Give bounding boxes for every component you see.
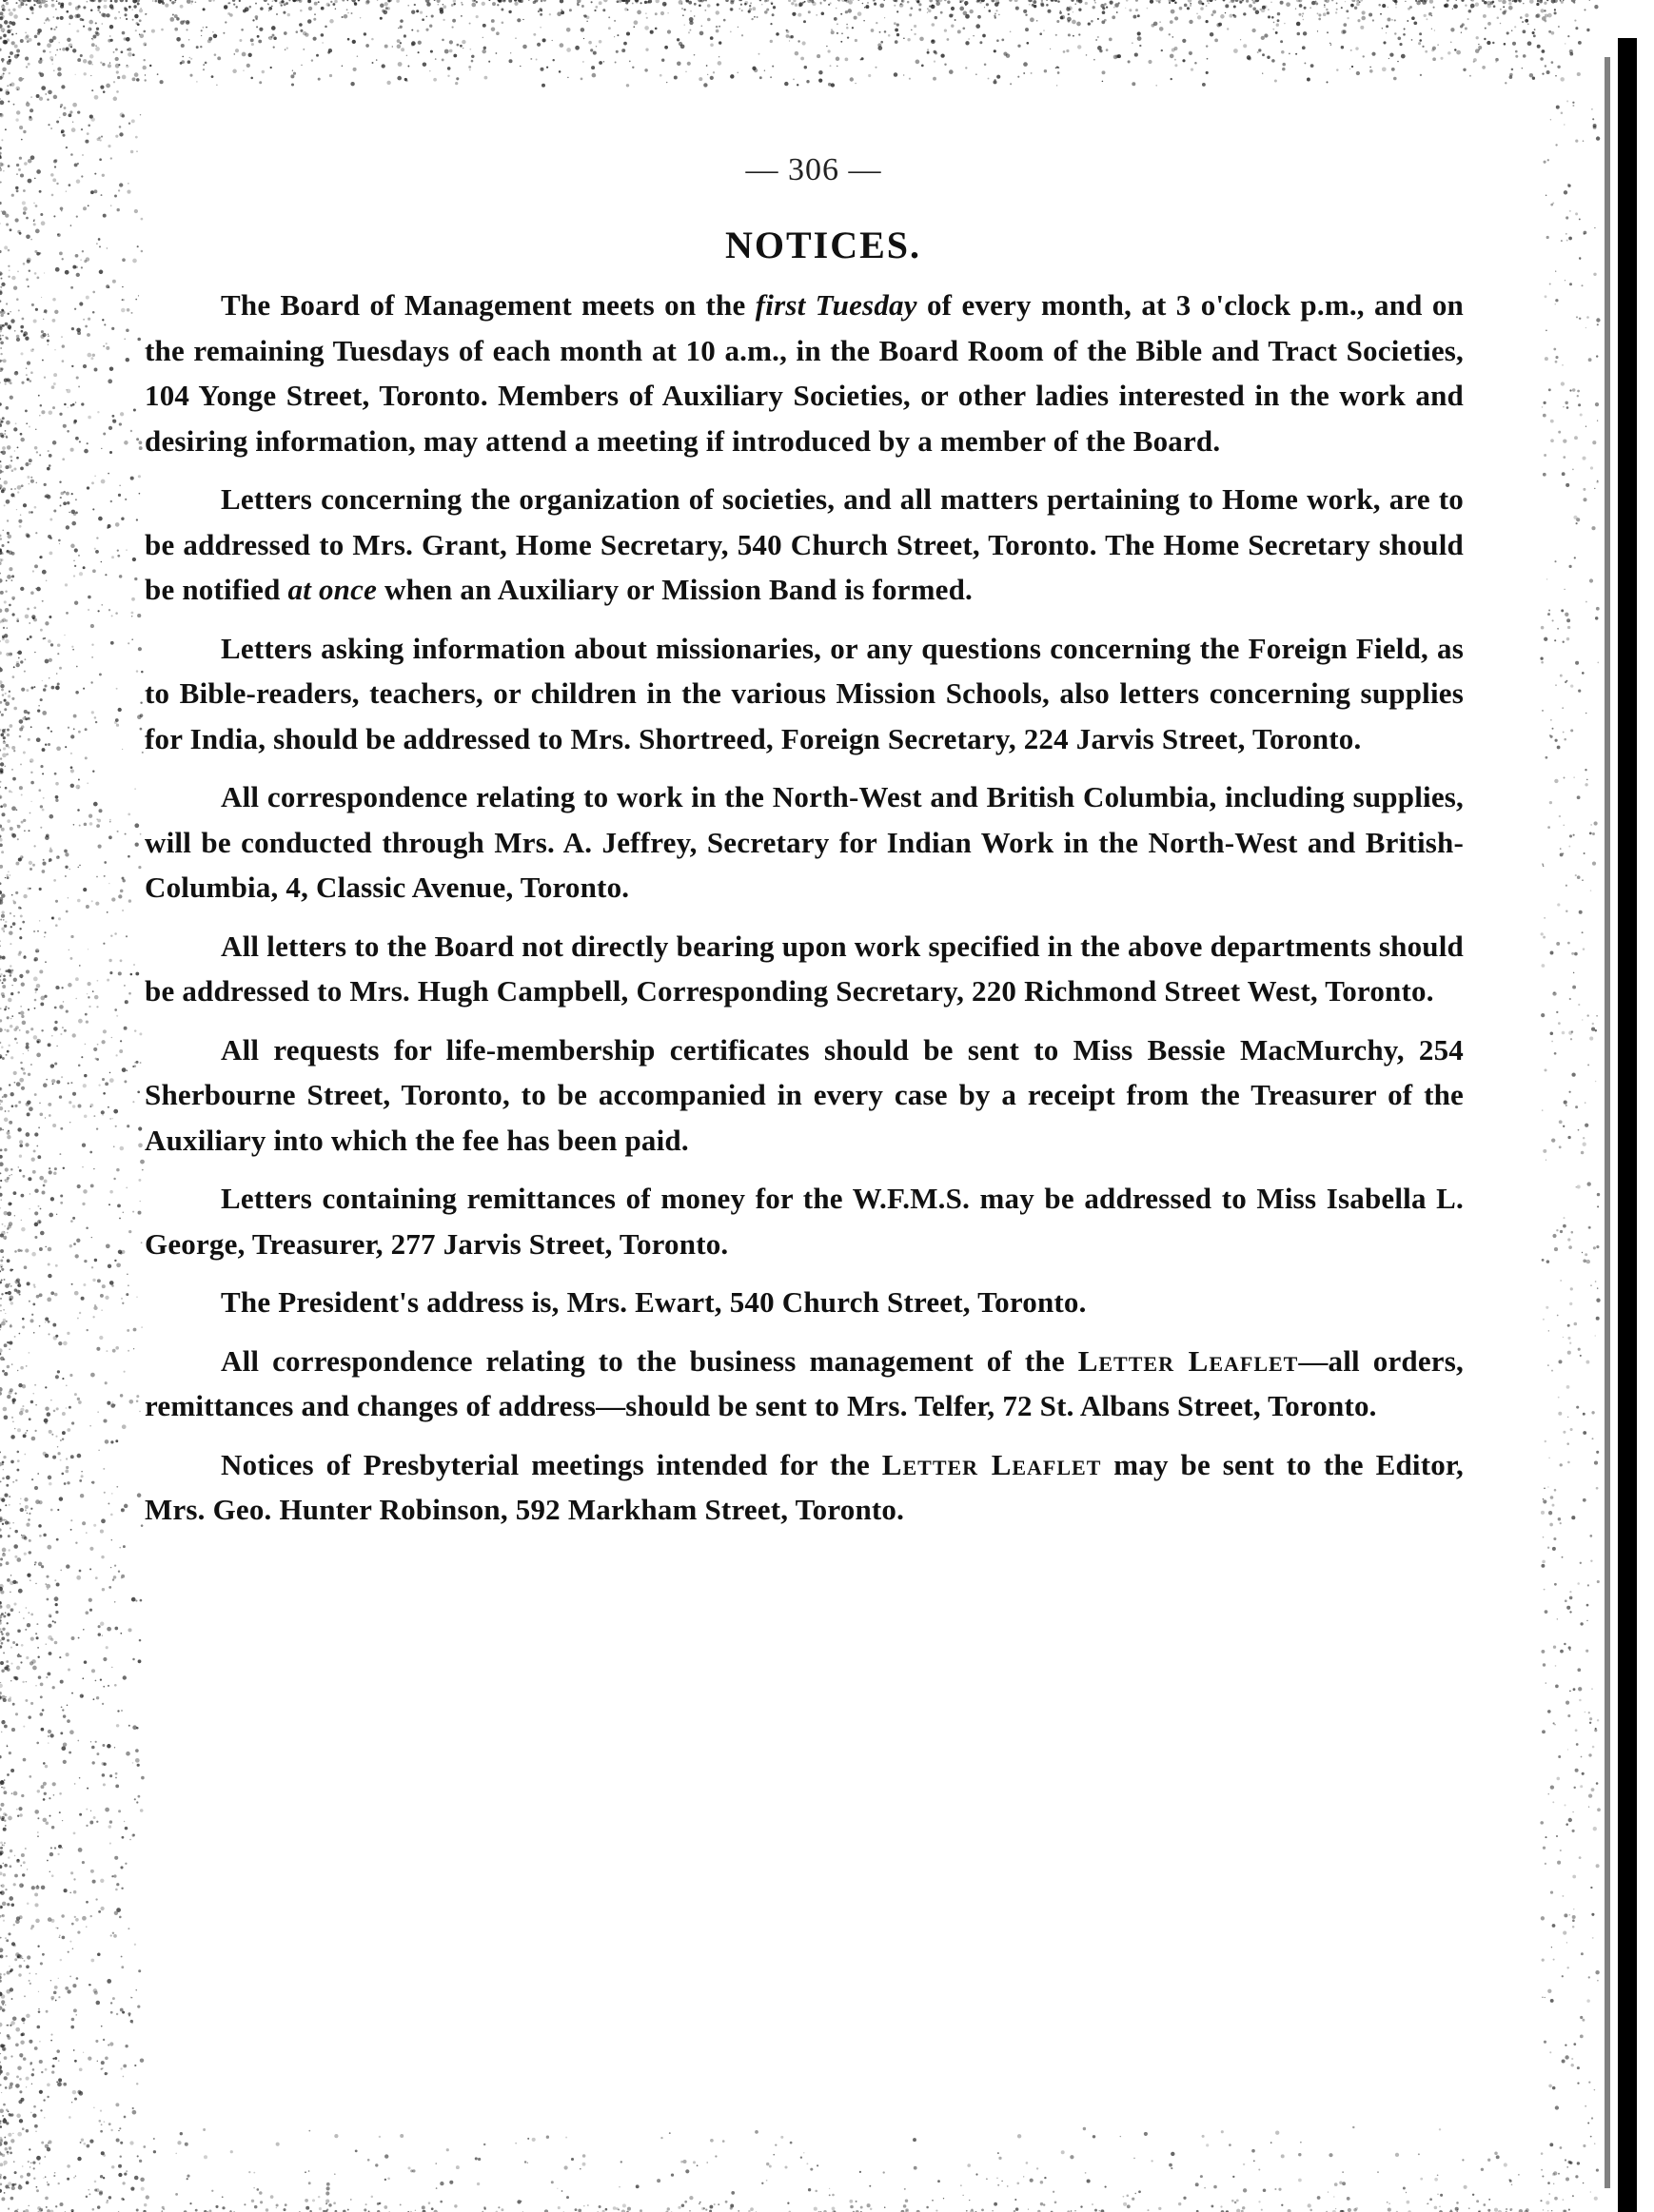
notice-home-secretary: Letters concerning the organization of societies, and all matters pertaining to Home work, are to be addressed to Mrs. Grant, Home Secretary, 540 Church Street, Toronto. The Home Secretary should be notified at once when an Auxiliary or Mission Band is formed. [145, 482, 1464, 606]
notice-remittances: Letters containing remittances of money for the W.F.M.S. may be addressed to Miss Isabella L. George, Treasurer, 277 Jarvis Street, Toronto. [145, 1182, 1464, 1261]
binding-edge-shadow [1618, 38, 1637, 2212]
binding-edge-line [1605, 57, 1610, 2188]
notice-presbyterial-meetings: Notices of Presbyterial meetings intended for the Letter Leaflet may be sent to the Editor, Mrs. Geo. Hunter Robinson, 592 Markham Street, Toronto. [145, 1447, 1464, 1526]
notice-life-membership: All requests for life-membership certificates should be sent to Miss Bessie MacMurchy, 254 Sherbourne Street, Toronto, to be accompanied in every case by a receipt from the Treasurer of the Auxiliary into which the fee has been paid. [145, 1032, 1464, 1157]
page-number: — 306 — [745, 152, 882, 187]
notice-letter-leaflet-business: All correspondence relating to the business management of the Letter Leaflet—all orders, remittances and changes of address—should be sent to Mrs. Telfer, 72 St. Albans Street, Toronto. [145, 1343, 1464, 1422]
notice-corresponding-secretary: All letters to the Board not directly bearing upon work specified in the above departments should be addressed to Mrs. Hugh Campbell, Corresponding Secretary, 220 Richmond Street West, Toronto. [145, 929, 1464, 1008]
notice-north-west-correspondence: All correspondence relating to work in the North-West and British Columbia, including supplies, will be conducted through Mrs. A. Jeffrey, Secretary for Indian Work in the North-West and British-Columbia, 4, Classic Avenue, Toronto. [145, 780, 1464, 904]
notice-foreign-secretary: Letters asking information about missionaries, or any questions concerning the Foreign Field, as to Bible-readers, teachers, or children in the various Mission Schools, also letters concerning supplies for India, should be addressed to Mrs. Shortreed, Foreign Secretary, 224 Jarvis Street, Toronto. [145, 631, 1464, 755]
notice-board-meetings: The Board of Management meets on the first Tuesday of every month, at 3 o'clock p.m., and on the remaining Tuesdays of each month at 10 a.m., in the Board Room of the Bible and Tract Societies, 104 Yonge Street, Toronto. Members of Auxiliary Societies, or other ladies interested in the work and desiring information, may attend a meeting if introduced by a member of the Board. [145, 288, 1464, 458]
page-content [145, 152, 1464, 1546]
notice-president-address: The President's address is, Mrs. Ewart, 540 Church Street, Toronto. [221, 1285, 1087, 1319]
page-title: NOTICES. [724, 224, 922, 266]
